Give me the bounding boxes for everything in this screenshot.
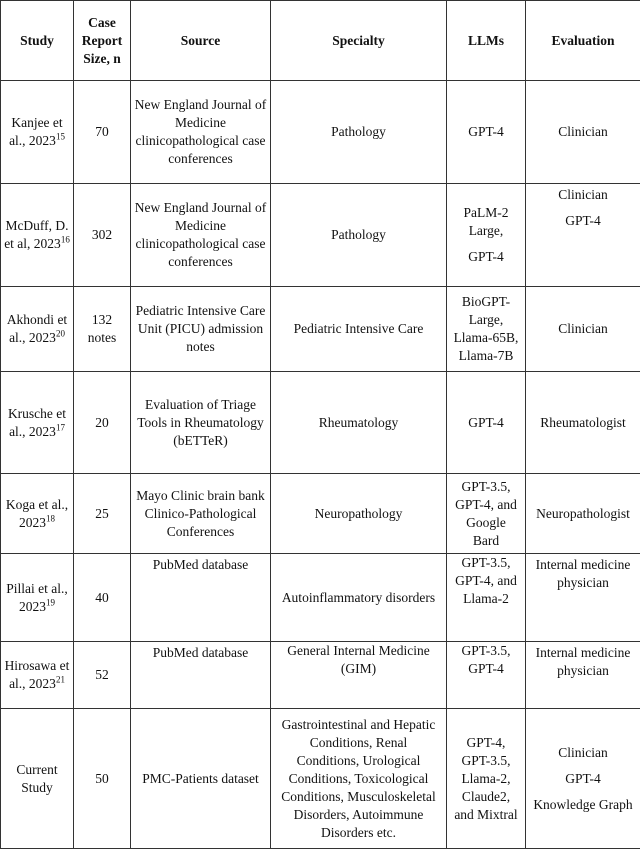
cell-study bbox=[1, 372, 74, 474]
study-name: Krusche et al., 2023 bbox=[8, 406, 66, 439]
source-text: PubMed database bbox=[134, 556, 267, 574]
source-text: PMC-Patients dataset bbox=[134, 770, 267, 788]
source-text: New England Journal of Medicine clinicopathological case conferences bbox=[134, 96, 267, 168]
table-row bbox=[1, 554, 640, 642]
cell-evaluation bbox=[526, 642, 640, 709]
table-row bbox=[1, 642, 640, 709]
table-row bbox=[1, 372, 640, 474]
cell-study bbox=[1, 184, 74, 287]
llms-text: GPT-3.5, GPT-4, and Google Bard bbox=[453, 478, 519, 550]
reference-number: 19 bbox=[46, 597, 55, 607]
cell-evaluation bbox=[526, 184, 640, 287]
specialty-text: Autoinflammatory disorders bbox=[277, 589, 440, 607]
specialty-text: Pathology bbox=[277, 226, 440, 244]
evaluation-text: Rheumatologist bbox=[529, 414, 637, 432]
cell-llms bbox=[447, 642, 526, 709]
source-text: Evaluation of Triage Tools in Rheumatology (bETTeR) bbox=[134, 396, 267, 450]
evaluation-text: GPT-4 bbox=[529, 770, 637, 788]
cell-source bbox=[131, 474, 271, 554]
table-row bbox=[1, 474, 640, 554]
cell-evaluation bbox=[526, 474, 640, 554]
cell-evaluation bbox=[526, 554, 640, 642]
evaluation-text: Clinician bbox=[529, 320, 637, 338]
specialty-text: Gastrointestinal and Hepatic Conditions, Renal Conditions, Urological Conditions, Toxicological Conditions, Musculoskeletal Disorders, Autoimmune Disorders etc. bbox=[277, 716, 440, 842]
evaluation-text: GPT-4 bbox=[529, 212, 637, 230]
specialty-text: Neuropathology bbox=[277, 505, 440, 523]
llms-text: GPT-4 bbox=[453, 414, 519, 432]
cell-study bbox=[1, 287, 74, 372]
specialty-text: Rheumatology bbox=[277, 414, 440, 432]
table-row bbox=[1, 287, 640, 372]
cell-source bbox=[131, 709, 271, 849]
evaluation-text: Internal medicine physician bbox=[529, 556, 637, 592]
source-text: New England Journal of Medicine clinicopathological case conferences bbox=[134, 199, 267, 271]
cell-study bbox=[1, 474, 74, 554]
study-name: Kanjee et al., 2023 bbox=[9, 115, 63, 148]
study-name: Hirosawa et al., 2023 bbox=[5, 658, 70, 691]
table-row bbox=[1, 709, 640, 849]
cell-llms bbox=[447, 474, 526, 554]
cell-llms bbox=[447, 709, 526, 849]
llms-text: GPT-4 bbox=[453, 123, 519, 141]
cell-specialty bbox=[271, 372, 447, 474]
cell-case-report-size: 50 bbox=[74, 709, 131, 849]
header-llms: LLMs bbox=[447, 1, 526, 81]
evaluation-text: Knowledge Graph bbox=[529, 796, 637, 814]
header-row bbox=[1, 1, 640, 81]
cell-specialty bbox=[271, 642, 447, 709]
llms-text: BioGPT-Large, Llama-65B, Llama-7B bbox=[453, 293, 519, 365]
reference-number: 18 bbox=[46, 513, 55, 523]
cell-specialty bbox=[271, 554, 447, 642]
llms-text: GPT-3.5, GPT-4 bbox=[453, 642, 519, 678]
reference-number: 20 bbox=[56, 329, 65, 339]
cell-llms bbox=[447, 554, 526, 642]
table-row bbox=[1, 81, 640, 184]
cell-evaluation bbox=[526, 372, 640, 474]
study-name: McDuff, D. et al, 2023 bbox=[4, 218, 68, 251]
cell-study bbox=[1, 81, 74, 184]
reference-number: 21 bbox=[56, 675, 65, 685]
reference-number: 16 bbox=[61, 235, 70, 245]
cell-case-report-size: 132 notes bbox=[74, 287, 131, 372]
cell-case-report-size: 25 bbox=[74, 474, 131, 554]
study-name: Current Study bbox=[16, 762, 57, 795]
study-name: Pillai et al., 2023 bbox=[6, 581, 68, 614]
specialty-text: General Internal Medicine (GIM) bbox=[277, 642, 440, 678]
llms-text: GPT-4, GPT-3.5, Llama-2, Claude2, and Mixtral bbox=[453, 734, 519, 824]
cell-specialty bbox=[271, 184, 447, 287]
source-text: Mayo Clinic brain bank Clinico-Pathological Conferences bbox=[134, 487, 267, 541]
cell-evaluation bbox=[526, 709, 640, 849]
llms-text: GPT-3.5, GPT-4, and Llama-2 bbox=[453, 554, 519, 608]
evaluation-text: Neuropathologist bbox=[529, 505, 637, 523]
evaluation-text: Clinician bbox=[529, 123, 637, 141]
evaluation-text: Clinician bbox=[529, 744, 637, 762]
cell-case-report-size: 70 bbox=[74, 81, 131, 184]
header-study: Study bbox=[1, 1, 74, 81]
header-case-report-size: Case Report Size, n bbox=[74, 1, 131, 81]
cell-source bbox=[131, 287, 271, 372]
cell-llms bbox=[447, 287, 526, 372]
header-source: Source bbox=[131, 1, 271, 81]
study-name: Akhondi et al., 2023 bbox=[7, 312, 67, 345]
cell-llms bbox=[447, 81, 526, 184]
cell-source bbox=[131, 372, 271, 474]
cell-specialty bbox=[271, 474, 447, 554]
cell-specialty bbox=[271, 81, 447, 184]
cell-study bbox=[1, 709, 74, 849]
evaluation-text: Clinician bbox=[529, 186, 637, 204]
cell-source bbox=[131, 642, 271, 709]
study-name: Koga et al., 2023 bbox=[6, 497, 68, 530]
reference-number: 15 bbox=[56, 132, 65, 142]
table-body bbox=[1, 81, 640, 849]
evaluation-text: Internal medicine physician bbox=[529, 644, 637, 680]
cell-evaluation bbox=[526, 81, 640, 184]
cell-case-report-size: 302 bbox=[74, 184, 131, 287]
cell-source bbox=[131, 184, 271, 287]
header-specialty: Specialty bbox=[271, 1, 447, 81]
source-text: Pediatric Intensive Care Unit (PICU) admission notes bbox=[134, 302, 267, 356]
cell-case-report-size: 52 bbox=[74, 642, 131, 709]
cell-evaluation bbox=[526, 287, 640, 372]
table-row bbox=[1, 184, 640, 287]
reference-number: 17 bbox=[56, 422, 65, 432]
cell-source bbox=[131, 81, 271, 184]
cell-specialty bbox=[271, 287, 447, 372]
header-evaluation: Evaluation bbox=[526, 1, 640, 81]
cell-llms bbox=[447, 184, 526, 287]
cell-case-report-size: 40 bbox=[74, 554, 131, 642]
llms-text: GPT-4 bbox=[453, 248, 519, 266]
cell-case-report-size: 20 bbox=[74, 372, 131, 474]
cell-source bbox=[131, 554, 271, 642]
llms-text: PaLM-2 Large, bbox=[453, 204, 519, 240]
cell-study bbox=[1, 642, 74, 709]
cell-specialty bbox=[271, 709, 447, 849]
specialty-text: Pediatric Intensive Care bbox=[277, 320, 440, 338]
cell-study bbox=[1, 554, 74, 642]
cell-llms bbox=[447, 372, 526, 474]
source-text: PubMed database bbox=[134, 644, 267, 662]
specialty-text: Pathology bbox=[277, 123, 440, 141]
